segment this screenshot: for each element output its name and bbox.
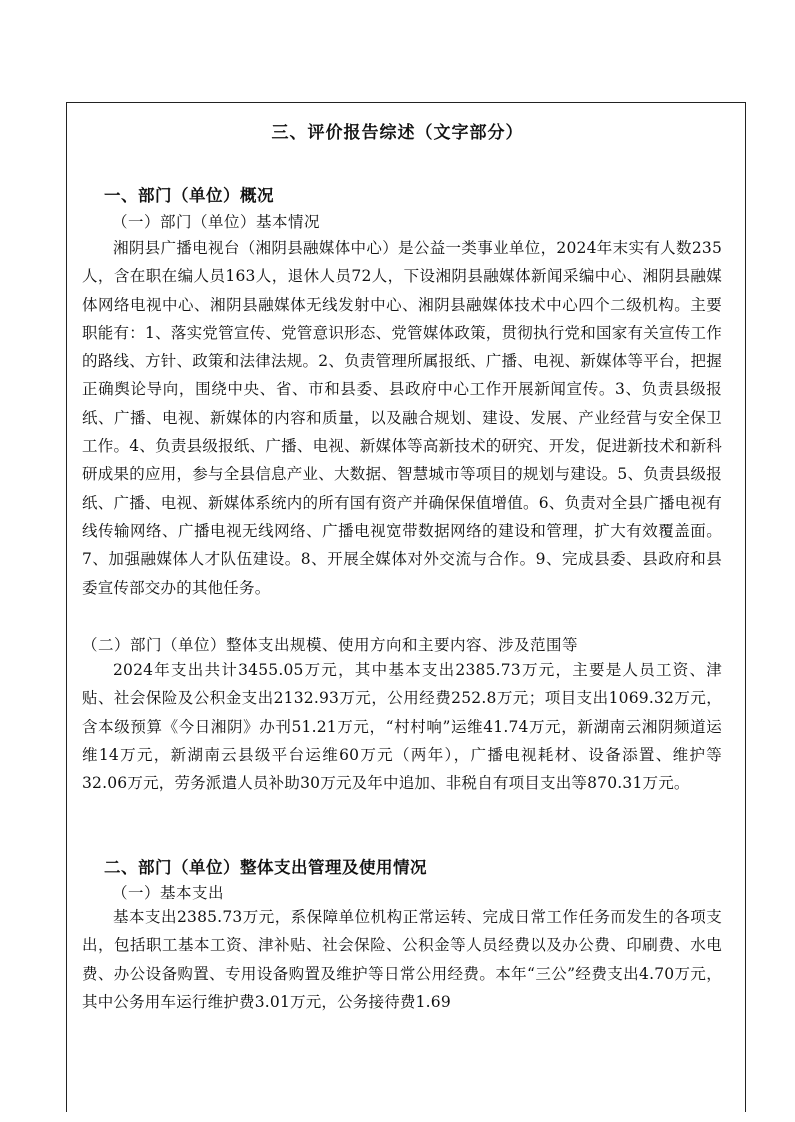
- section1-sub2-body: 2024年支出共计3455.05万元，其中基本支出2385.73万元，主要是人员工资、津贴、社会保险及公积金支出2132.93万元，公用经费252.8万元；项目支出1069.32万元，含本级预算《今日湘阴》办刊51.21万元，“村村响”运维41.74万元，新湖南云湘阴频道运维14万元，新湖南云县级平台运维60万元（两年），广播电视耗材、设备添置、维护等32.06万元，劳务派遣人员补助30万元及年中追加、非税自有项目支出等870.31万元。: [82, 661, 722, 793]
- section2-sub1-body: 基本支出2385.73万元，系保障单位机构正常运转、完成日常工作任务而发生的各项支出，包括职工基本工资、津补贴、社会保险、公积金等人员经费以及办公费、印刷费、水电费、办公设备购置、专用设备购置及维护等日常公用经费。本年“三公”经费支出4.70万元，其中公务用车运行维护费3.01万元，公务接待费1.69: [82, 908, 722, 1011]
- section1-sub1-heading: （一）部门（单位）基本情况: [112, 213, 321, 231]
- section1-sub2-heading: （二）部门（单位）整体支出规模、使用方向和主要内容、涉及范围等: [82, 636, 579, 654]
- section2-sub1-heading: （一）基本支出: [112, 884, 225, 902]
- section1-sub1-body: 湘阴县广播电视台（湘阴县融媒体中心）是公益一类事业单位，2024年末实有人数235人，含在职在编人员163人，退休人员72人，下设湘阴县融媒体新闻采编中心、湘阴县融媒体网络电视中心、湘阴县融媒体无线发射中心、湘阴县融媒体技术中心四个二级机构。主要职能有：1、落实党管宣传、党管意识形态、党管媒体政策，贯彻执行党和国家有关宣传工作的路线、方针、政策和法律法规。2、负责管理所属报纸、广播、电视、新媒体等平台，把握正确舆论导向，围绕中央、省、市和县委、县政府中心工作开展新闻宣传。3、负责县级报纸、广播、电视、新媒体的内容和质量，以及融合规划、建设、发展、产业经营与安全保卫工作。4、负责县级报纸、广播、电视、新媒体等高新技术的研究、开发，促进新技术和新科研成果的应用，参与全县信息产业、大数据、智慧城市等项目的规划与建设。5、负责县级报纸、广播、电视、新媒体系统内的所有国有资产并确保保值增值。6、负责对全县广播电视有线传输网络、广播电视无线网络、广播电视宽带数据网络的建设和管理，扩大有效覆盖面。7、加强融媒体人才队伍建设。8、开展全媒体对外交流与合作。9、完成县委、县政府和县委宣传部交办的其他任务。: [82, 239, 722, 597]
- section2-heading: 二、部门（单位）整体支出管理及使用情况: [104, 858, 427, 877]
- page-title: 三、评价报告综述（文字部分）: [271, 123, 524, 143]
- section1-heading: 一、部门（单位）概况: [104, 186, 274, 205]
